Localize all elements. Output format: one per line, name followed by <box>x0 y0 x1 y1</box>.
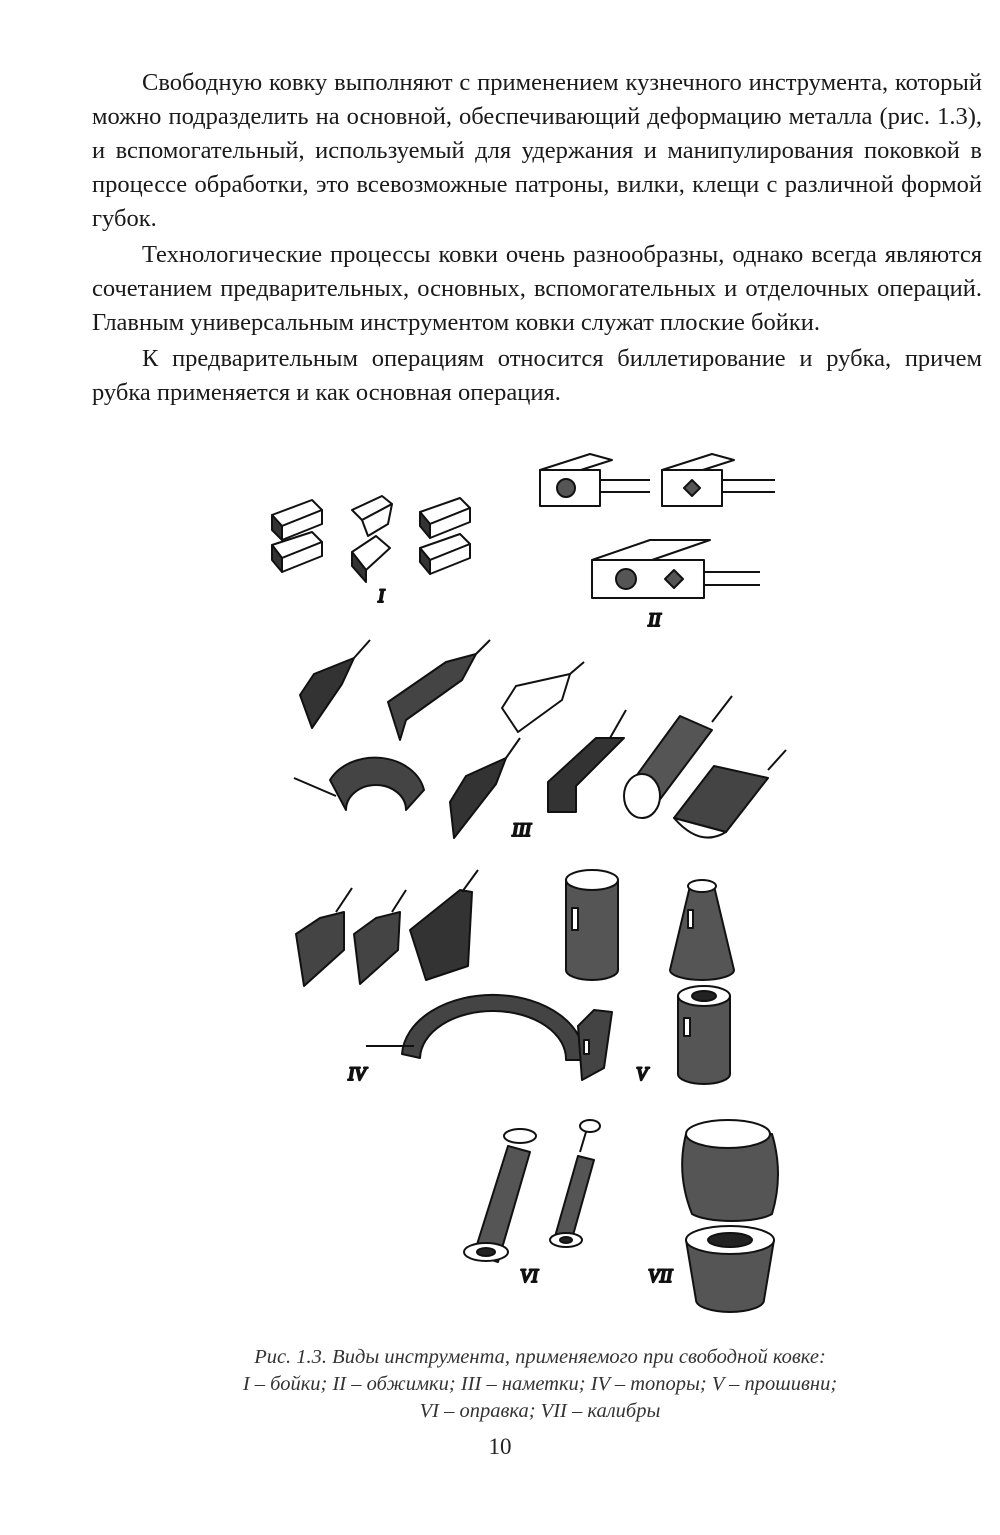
group-label-2: II <box>648 610 661 631</box>
tools-illustration <box>250 440 810 1320</box>
group-7-gauges-drawing <box>682 1120 778 1312</box>
caption-line-2: I – бойки; II – обжимки; III – наметки; IV – топоры; V – прошивни; <box>242 1373 838 1395</box>
figure-forging-tools <box>250 440 810 1320</box>
group-label-6: VI <box>520 1266 538 1287</box>
group-label-4: IV <box>348 1064 366 1085</box>
group-2-swages-drawing <box>540 454 775 598</box>
group-3-fullers-drawing <box>294 640 786 838</box>
caption-line-1: Рис. 1.3. Виды инструмента, применяемого при свободной ковке: <box>254 1346 826 1368</box>
group-1-dies-drawing <box>272 496 470 582</box>
group-6-mandrel-drawing <box>464 1120 600 1262</box>
paragraph-2: Технологические процессы ковки очень разнообразны, однако всегда являются сочетанием предварительных, основных, вспомогательных и отделочных операций. Главным универсальным инструментом ковки служат плоские бойки. <box>92 241 982 336</box>
caption-line-3: VI – оправка; VII – калибры <box>419 1400 661 1422</box>
group-label-3: III <box>512 820 531 841</box>
body-text <box>92 66 982 412</box>
group-label-5: V <box>636 1064 648 1085</box>
group-label-7: VII <box>648 1266 673 1287</box>
page-number: 10 <box>488 1434 512 1459</box>
group-4-axes-drawing <box>296 870 584 1060</box>
paragraph-1: Свободную ковку выполняют с применением кузнечного инструмента, который можно подразделить на основной, обеспечивающий деформацию металла (рис. 1.3), и вспомогательный, используемый для удержания и манипулирования поковкой в процессе обработки, это всевозможные патроны, вилки, клещи с различной формой губок. <box>92 69 982 232</box>
group-5-punches-drawing <box>566 870 734 1084</box>
paragraph-3: К предварительным операциям относится биллетирование и рубка, причем рубка применяется и как основная операция. <box>92 345 982 406</box>
figure-caption <box>160 1344 920 1425</box>
group-label-1: I <box>378 586 385 607</box>
